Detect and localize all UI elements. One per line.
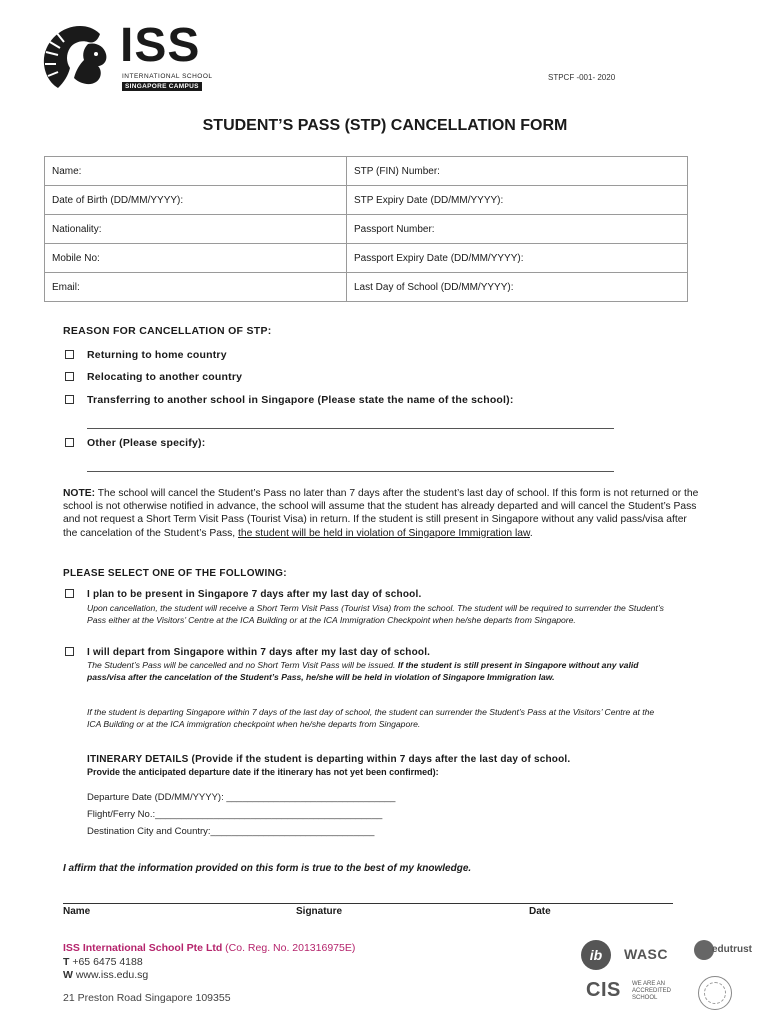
stp-expiry-date-field[interactable]: STP Expiry Date (DD/MM/YYYY): <box>347 186 688 215</box>
name-field[interactable]: Name: <box>45 157 347 186</box>
reason-heading: REASON FOR CANCELLATION OF STP: <box>63 325 272 337</box>
option-stay-7-days: I plan to be present in Singapore 7 days after my last day of school. <box>87 589 422 600</box>
lion-logo-icon <box>40 22 115 92</box>
edutrust-seal-icon <box>694 940 714 960</box>
checkbox-other[interactable] <box>65 438 74 447</box>
option-relocating: Relocating to another country <box>87 371 243 383</box>
cancellation-note <box>63 487 703 540</box>
stp-fin-number-field[interactable]: STP (FIN) Number: <box>347 157 688 186</box>
nationality-field[interactable]: Nationality: <box>45 215 347 244</box>
phone-number: +65 6475 4188 <box>69 956 143 968</box>
council-seal-icon <box>698 976 732 1010</box>
checkbox-depart-7-days[interactable] <box>65 647 74 656</box>
footer-address: 21 Preston Road Singapore 109355 <box>63 992 231 1004</box>
option-depart-detail-plain: The Student’s Pass will be cancelled and no Short Term Visit Pass will be issued. <box>87 660 398 670</box>
passport-expiry-date-field[interactable]: Passport Expiry Date (DD/MM/YYYY): <box>347 244 688 273</box>
email-field[interactable]: Email: <box>45 273 347 302</box>
option-transferring: Transferring to another school in Singapore (Please state the name of the school): <box>87 394 514 406</box>
web-url: www.iss.edu.sg <box>72 969 149 981</box>
form-title: STUDENT’S PASS (STP) CANCELLATION FORM <box>202 117 568 134</box>
checkbox-stay-7-days[interactable] <box>65 589 74 598</box>
logo-subtitle: INTERNATIONAL SCHOOL <box>122 73 213 80</box>
footer-company-name: ISS International School Pte Ltd <box>63 942 223 954</box>
departure-date-field[interactable]: Departure Date (DD/MM/YYYY): ________________________________ <box>87 792 396 803</box>
itinerary-heading: ITINERARY DETAILS (Provide if the student is departing within 7 days after the last day of school. <box>87 754 571 765</box>
other-specify-input-line[interactable] <box>87 471 614 472</box>
table-row <box>45 273 688 302</box>
signature-date-label: Date <box>529 906 551 917</box>
cis-accredited-text: WE ARE AN ACCREDITED SCHOOL <box>632 981 672 1001</box>
logo-campus-tag: SINGAPORE CAMPUS <box>122 82 202 91</box>
footer-company <box>63 942 355 954</box>
signature-name-label: Name <box>63 906 91 917</box>
date-of-birth-field[interactable]: Date of Birth (DD/MM/YYYY): <box>45 186 347 215</box>
last-day-of-school-field[interactable]: Last Day of School (DD/MM/YYYY): <box>347 273 688 302</box>
signature-line[interactable] <box>63 903 673 904</box>
footer-reg-number: (Co. Reg. No. 201316975E) <box>222 942 356 954</box>
document-reference: STPCF -001- 2020 <box>548 73 616 82</box>
web-label: W <box>63 969 73 981</box>
mobile-number-field[interactable]: Mobile No: <box>45 244 347 273</box>
ib-logo-icon: ib <box>581 940 611 970</box>
option-depart-7-days: I will depart from Singapore within 7 days after my last day of school. <box>87 647 431 658</box>
footer-web <box>63 969 148 981</box>
option-other: Other (Please specify): <box>87 437 206 449</box>
option-depart-detail-bold: If the student is still present in Singapore without any valid pass/visa after the cancelation of the Student’s Pass, he/she will be held in violation of Singapore Immigration law. <box>87 660 639 682</box>
passport-number-field[interactable]: Passport Number: <box>347 215 688 244</box>
wasc-logo-text: WASC <box>624 946 668 962</box>
option-depart-detail <box>87 659 677 683</box>
cis-logo-icon: CIS <box>586 979 621 1001</box>
affirmation-statement: I affirm that the information provided on this form is true to the best of my knowledge. <box>63 863 472 874</box>
option-returning-home: Returning to home country <box>87 349 227 361</box>
note-label: NOTE: <box>63 488 96 499</box>
logo-wordmark: ISS <box>120 19 201 72</box>
table-row <box>45 215 688 244</box>
table-row <box>45 157 688 186</box>
school-name-input-line[interactable] <box>87 428 614 429</box>
note-end: . <box>529 527 533 539</box>
footer-phone <box>63 956 143 968</box>
select-heading: PLEASE SELECT ONE OF THE FOLLOWING: <box>63 568 287 579</box>
option-stay-detail: Upon cancellation, the student will receive a Short Term Visit Pass (Tourist Visa) from the school. The student will be required to surrender the Student’s Pass either at the Visitors’ Centre at the ICA Building or at the ICA Immigration Checkpoint when he/she departs from Singapore. <box>87 603 664 625</box>
itinerary-subheading: Provide the anticipated departure date if the itinerary has not yet been confirmed): <box>87 767 439 777</box>
phone-label: T <box>63 956 70 968</box>
checkbox-returning-home[interactable] <box>65 350 74 359</box>
checkbox-relocating[interactable] <box>65 372 74 381</box>
student-info-table <box>44 156 688 302</box>
note-text: The school will cancel the Student’s Pass no later than 7 days after the student’s last day of school. If this form is not returned or the school is not otherwise notified in advance, the school will assume that the student has already departed and will cancel the Student’s Pass and not request a Short Term Visit Pass (Tourist Visa) in return. If the student is still present in Singapore without any valid pass/visa after the cancelation of the Student’s Pass, <box>63 488 699 539</box>
destination-field[interactable]: Destination City and Country:_______________________________ <box>87 826 375 837</box>
table-row <box>45 186 688 215</box>
wasc-logo-icon <box>624 946 668 962</box>
edutrust-logo-text: edutrust <box>712 944 752 955</box>
flight-ferry-field[interactable]: Flight/Ferry No.:___________________________________________ <box>87 809 383 820</box>
option-depart-detail-2: If the student is departing Singapore within 7 days of the last day of school, the student can surrender the Student’s Pass at the Visitors’ Centre at the ICA Building or at the ICA immigration checkpoint when he/she departs from Singapore. <box>87 707 655 729</box>
note-underlined: the student will be held in violation of Singapore Immigration law <box>237 527 530 539</box>
checkbox-transferring[interactable] <box>65 395 74 404</box>
table-row <box>45 244 688 273</box>
signature-label: Signature <box>296 906 343 917</box>
